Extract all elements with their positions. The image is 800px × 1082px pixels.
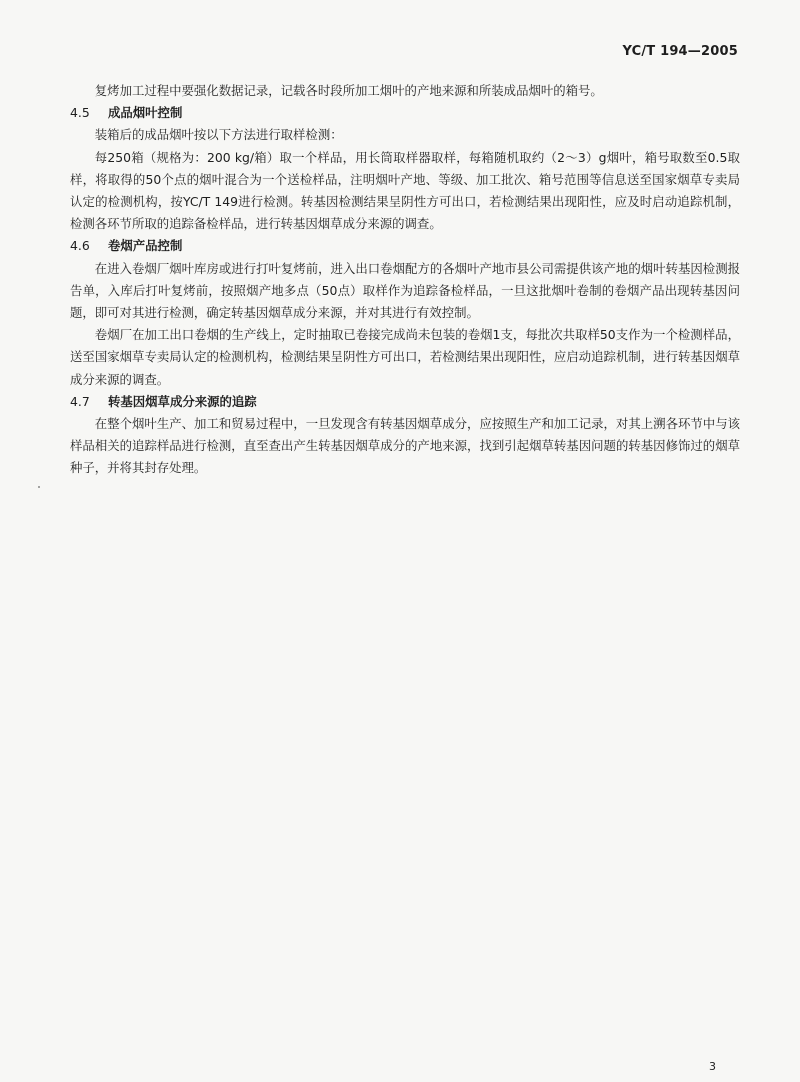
clause-4-5-paragraph-1: 装箱后的成品烟叶按以下方法进行取样检测：: [94, 127, 343, 143]
clause-4-6-paragraph-1: 在进入卷烟厂烟叶库房或进行打叶复烤前，进入出口卷烟配方的各烟叶产地市县公司需提供该产地的烟叶转基因检测报告单，入库后打叶复烤前，按照烟产地多点（50点）取样作为追踪备检样品，一旦这批烟叶卷制的卷烟产品出现转基因问题，即可对其进行检测，确定转基因烟草成分来源，并对其进行有效控制。: [70, 260, 740, 321]
scan-speck: [38, 486, 40, 488]
clause-number: 4.7: [70, 393, 90, 409]
clause-number: 4.5: [70, 105, 90, 121]
clause-title: 成品烟叶控制: [108, 105, 183, 121]
clause-heading-4-5: [70, 102, 740, 124]
document-body: [70, 80, 740, 480]
page-number: 3: [709, 1060, 716, 1073]
clause-title: 卷烟产品控制: [108, 238, 183, 254]
standard-code: YC/T 194—2005: [622, 44, 738, 59]
clause-4-7-paragraph-1: 在整个烟叶生产、加工和贸易过程中，一旦发现含有转基因烟草成分，应按照生产和加工记录，对其上溯各环节中与该样品相关的追踪样品进行检测，直至查出产生转基因烟草成分的产地来源，找到引起烟草转基因问题的转基因修饰过的烟草种子，并将其封存处理。: [70, 416, 740, 476]
clause-4-5-paragraph-2: 每250箱（规格为：200 kg/箱）取一个样品，用长筒取样器取样，每箱随机取约（2～3）g烟叶，箱号取数至0.5取样，将取得的50个点的烟叶混合为一个送检样品，注明烟叶产地、等级、加工批次、箱号范围等信息送至国家烟草专卖局认定的检测机构，按YC/T 149进行检测。转基因检测结果呈阴性方可出口，若检测结果出现阳性，应及时启动追踪机制，检测各环节所取的追踪备检样品，进行转基因烟草成分来源的调查。: [70, 149, 740, 232]
intro-paragraph: 复烤加工过程中要强化数据记录，记载各时段所加工烟叶的产地来源和所装成品烟叶的箱号。: [94, 83, 603, 98]
clause-title: 转基因烟草成分来源的追踪: [108, 393, 257, 409]
clause-heading-4-6: [70, 235, 740, 257]
clause-number: 4.6: [70, 238, 90, 254]
clause-heading-4-7: [70, 391, 740, 413]
clause-4-6-paragraph-2: 卷烟厂在加工出口卷烟的生产线上，定时抽取已卷接完成尚未包装的卷烟1支，每批次共取样50支作为一个检测样品，送至国家烟草专卖局认定的检测机构，检测结果呈阴性方可出口，若检测结果出现阳性，应启动追踪机制，进行转基因烟草成分来源的调查。: [70, 327, 740, 387]
